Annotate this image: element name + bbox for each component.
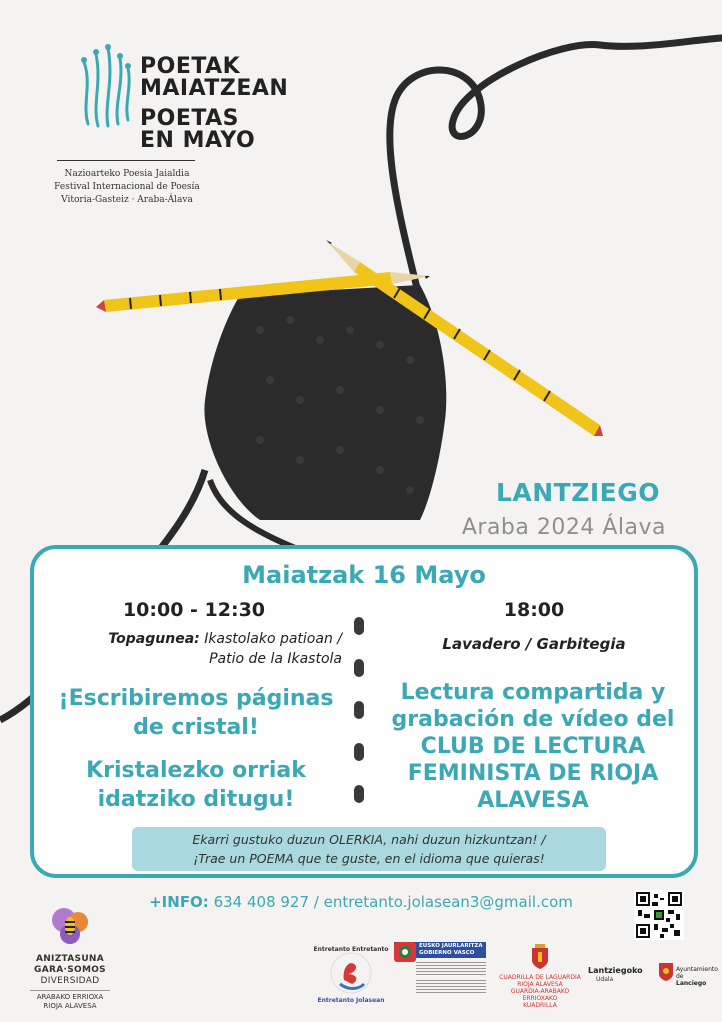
- cuadrilla-text-4: KUADRILLA: [523, 1002, 557, 1009]
- left-place: [34, 629, 354, 669]
- gv-text-2: GOBIERNO VASCO: [419, 950, 475, 956]
- festival-name-eu-1: POETAK: [140, 54, 241, 79]
- lanciego-shield-icon: [658, 962, 674, 982]
- left-title-es: ¡Escribiremos páginas de cristal!: [58, 686, 334, 740]
- invite-line-1: Ekarri gustuko duzun OLERKIA, nahi duzun hizkuntzan! /: [192, 832, 546, 847]
- lanz-label: Lantziegoko: [588, 966, 643, 975]
- column-divider: [354, 617, 366, 803]
- gobierno-vasco-logo: [394, 942, 486, 994]
- event-right-column: [374, 599, 694, 653]
- festival-subtitle-3: Vitoria-Gasteiz · Araba-Álava: [61, 195, 193, 205]
- gv-text-1: EUSKO JAURLARITZA: [419, 943, 483, 949]
- left-headline: [46, 684, 346, 814]
- event-date: Maiatzak 16 Mayo: [242, 561, 486, 589]
- location-region-year: Araba 2024 Álava: [461, 515, 666, 540]
- festival-title: [140, 56, 288, 152]
- left-title-eu: Kristalezko orriak idatziko ditugu!: [86, 758, 306, 812]
- lanciego-ayuntamiento: Ayuntamiento de Lanciego: [676, 966, 718, 987]
- contact-label: +INFO:: [149, 893, 209, 911]
- cuadrilla-text-1: CUADRILLA DE LAGUARDIA: [499, 974, 581, 981]
- left-place-line2: Patio de la Ikastola: [209, 651, 342, 667]
- left-time: 10:00 - 12:30: [122, 599, 266, 621]
- right-headline: Lectura compartida y grabación de vídeo del CLUB DE LECTURA FEMINISTA DE RIOJA ALAVESA: [391, 680, 675, 813]
- aniztasuna-3: DIVERSIDAD: [40, 976, 100, 986]
- location-town: LANTZIEGO: [495, 478, 660, 507]
- aniztasuna-2: GARA·SOMOS: [34, 965, 106, 975]
- aniztasuna-4: ARABAKO ERRIOXA RIOJA ALAVESA: [30, 990, 110, 1011]
- aniztasuna-1: ANIZTASUNA: [35, 954, 105, 964]
- lanz-sub: Udala: [596, 976, 614, 983]
- right-place: Lavadero / Garbitegia: [442, 635, 626, 653]
- gv-small-print: [416, 962, 486, 976]
- entretanto-bottom-text: Entretanto Jolasean: [317, 997, 385, 1004]
- festival-name-eu-2: MAIATZEAN: [140, 76, 289, 101]
- left-place-line1: Ikastolako patioan /: [199, 631, 342, 647]
- festival-subtitle-2: Festival Internacional de Poesía: [54, 182, 200, 192]
- invite-line-2: ¡Trae un POEMA que te guste, en el idioma que quieras!: [193, 851, 545, 866]
- invite-banner: [132, 827, 606, 871]
- aniztasuna-logo: [30, 902, 110, 1011]
- qr-code-icon[interactable]: [634, 890, 684, 940]
- entretanto-top-text: Entretanto Entretanto: [313, 946, 389, 953]
- festival-name-es-1: POETAS: [140, 106, 240, 131]
- left-place-label: Topagunea:: [108, 631, 200, 647]
- festival-name-es-2: EN MAYO: [140, 128, 256, 153]
- cuadrilla-logo: [498, 944, 582, 1009]
- gv-shield-icon: [394, 942, 416, 962]
- festival-logo-icon: [78, 44, 134, 128]
- gv-small-print-2: [416, 980, 486, 994]
- entretanto-logo: [313, 940, 389, 1006]
- contact-value[interactable]: 634 408 927 / entretanto.jolasean3@gmail.com: [208, 893, 573, 911]
- cuadrilla-text-3: GUARDIA-ARABAKO ERRIOXAKO: [510, 988, 570, 1002]
- logo-divider: [57, 160, 195, 161]
- bee-flower-icon: [42, 902, 98, 950]
- event-left-column: [34, 599, 354, 669]
- right-time: 18:00: [503, 599, 565, 621]
- festival-subtitle: [52, 168, 202, 207]
- festival-subtitle-1: Nazioarteko Poesia Jaialdia: [64, 169, 190, 179]
- cuadrilla-crest-icon: [530, 944, 550, 970]
- event-box: [30, 545, 698, 878]
- cuadrilla-text-2: RIOJA ALAVESA: [517, 981, 563, 988]
